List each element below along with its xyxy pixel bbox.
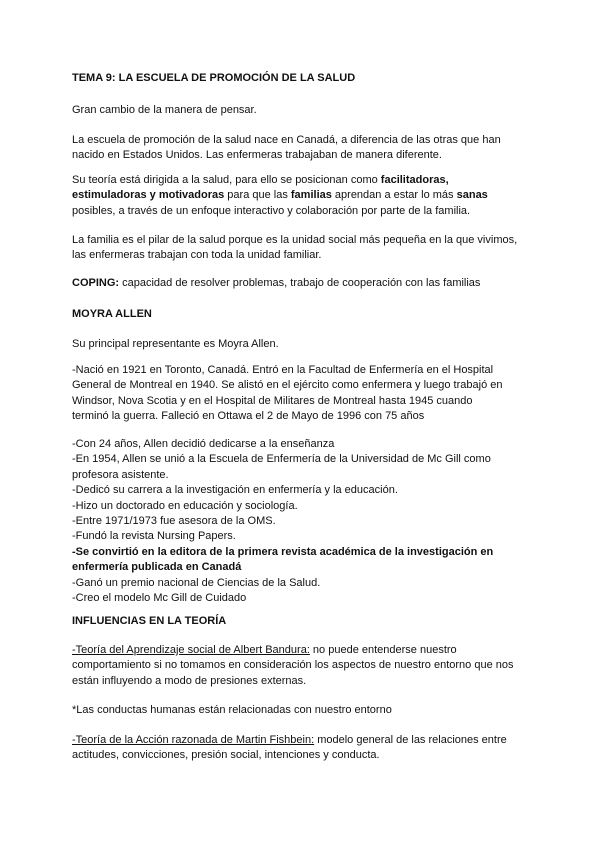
bandura-text: no puede entenderse nuestro (309, 644, 457, 656)
theory-line (72, 188, 530, 203)
list-item: -Fundó la revista Nursing Papers. (72, 530, 236, 543)
theory-text: para que las (224, 189, 291, 202)
theory-bold: estimuladoras y motivadoras (72, 189, 225, 202)
theory-paragraph (72, 173, 530, 219)
bio-line: Windsor, Nova Scotia y en el Hospital de Militares de Montreal hasta 1945 cuando (72, 394, 473, 407)
coping-label: COPING: (72, 277, 120, 289)
bandura-line: comportamiento si no tomamos en consideración los aspectos de nuestro entorno que nos (72, 659, 514, 672)
theory-line (72, 173, 530, 188)
coping-text: capacidad de resolver problemas, trabajo de cooperación con las familias (119, 277, 481, 289)
origin-line: nacido en Estados Unidos. Las enfermeras trabajaban de manera diferente. (72, 149, 442, 162)
theory-line: posibles, a través de un enfoque interactivo y colaboración por parte de la familia. (72, 204, 471, 217)
coping-paragraph (72, 276, 530, 291)
theory-bold: sanas (456, 189, 488, 202)
fishbein-text: modelo general de las relaciones entre (314, 734, 507, 746)
heading-tema-9: TEMA 9: LA ESCUELA DE PROMOCIÓN DE LA SALUD (72, 72, 356, 84)
bio-line: terminó la guerra. Falleció en Ottawa el 2 de Mayo de 1996 con 75 años (72, 410, 425, 423)
theory-text: aprendan a estar lo más (331, 189, 457, 202)
list-item: -Ganó un premio nacional de Ciencias de la Salud. (72, 576, 321, 589)
fishbein-line: actitudes, convicciones, presión social, intenciones y conducta. (72, 749, 380, 762)
biography-paragraph (72, 363, 530, 425)
list-item: -En 1954, Allen se unió a la Escuela de Enfermería de la Universidad de Mc Gill como (72, 453, 491, 466)
list-item: -Entre 1971/1973 fue asesora de la OMS. (72, 515, 276, 528)
list-item: profesora asistente. (72, 468, 169, 481)
family-paragraph (72, 233, 530, 264)
list-item-bold: -Se convirtió en la editora de la primera revista académica de la investigación en (72, 545, 494, 558)
list-item: -Creo el modelo Mc Gill de Cuidado (72, 592, 247, 605)
list-item-bold: enfermería publicada en Canadá (72, 561, 242, 574)
list-item: -Dedicó su carrera a la investigación en enfermería y la educación. (72, 484, 398, 497)
bandura-paragraph (72, 643, 530, 689)
theory-bold: familias (290, 189, 332, 202)
theory-bold: facilitadoras, (380, 174, 449, 186)
fishbein-title: -Teoría de la Acción razonada de Martin Fishbein: (72, 734, 315, 746)
bandura-line (72, 643, 530, 658)
career-list (72, 437, 530, 606)
note-paragraph: *Las conductas humanas están relacionadas con nuestro entorno (72, 704, 392, 716)
family-line: las enfermeras trabajan con toda la unidad familiar. (72, 249, 322, 262)
family-line: La familia es el pilar de la salud porque es la unidad social más pequeña en la que vivimos, (72, 234, 518, 246)
bandura-line: están influyendo a modo de presiones externas. (72, 674, 307, 687)
representative-paragraph: Su principal representante es Moyra Allen. (72, 338, 279, 350)
fishbein-paragraph (72, 733, 530, 764)
origin-line: La escuela de promoción de la salud nace en Canadá, a diferencia de las otras que han (72, 134, 501, 146)
bandura-title: -Teoría del Aprendizaje social de Albert Bandura: (72, 644, 310, 656)
intro-paragraph: Gran cambio de la manera de pensar. (72, 104, 257, 116)
heading-moyra-allen: MOYRA ALLEN (72, 308, 152, 320)
fishbein-line (72, 733, 530, 748)
list-item: -Hizo un doctorado en educación y sociología. (72, 499, 298, 512)
list-item: -Con 24 años, Allen decidió dedicarse a la enseñanza (72, 438, 335, 450)
theory-text: Su teoría está dirigida a la salud, para ello se posicionan como (72, 174, 381, 186)
bio-line: -Nació en 1921 en Toronto, Canadá. Entró en la Facultad de Enfermería en el Hospital (72, 364, 494, 376)
bio-line: General de Montreal en 1940. Se alistó en el ejército como enfermera y luego trabajó en (72, 379, 503, 392)
heading-influences: INFLUENCIAS EN LA TEORÍA (72, 615, 227, 627)
origin-paragraph (72, 133, 530, 164)
